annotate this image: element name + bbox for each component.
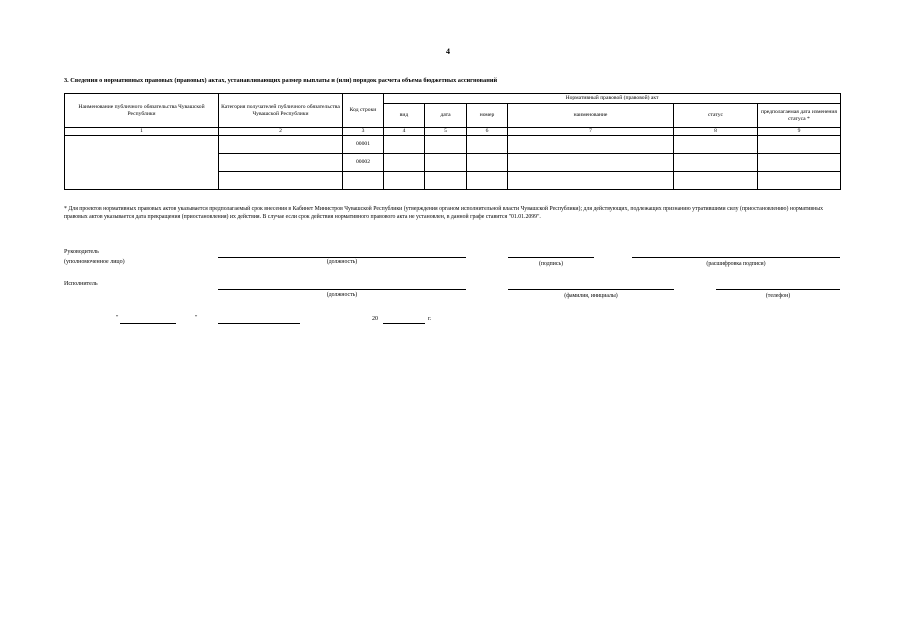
- row-code-cell: [343, 172, 384, 190]
- obligation-name-cell: [65, 136, 219, 190]
- header-code: Код строки: [343, 94, 384, 128]
- header-number: номер: [467, 104, 508, 128]
- head-signature-decode-line[interactable]: [632, 257, 840, 258]
- category-cell: [219, 154, 343, 172]
- head-label: Руководитель: [64, 249, 99, 255]
- date-month-line[interactable]: [218, 323, 300, 324]
- executor-name-line[interactable]: [508, 289, 674, 290]
- header-name: Наименование публичного обязательства Чувашской Республики: [65, 94, 219, 128]
- date-year-line[interactable]: [383, 323, 425, 324]
- column-numbers-row: [65, 128, 841, 136]
- executor-position-line[interactable]: [218, 289, 466, 290]
- category-cell: [219, 136, 343, 154]
- date-year-suffix: г.: [428, 316, 432, 322]
- footnote: * Для проектов нормативных правовых актов указывается предполагаемый срок внесения в Кабинет Министров Чувашской Республики (утверждения органом исполнительной власти Чувашской Республики); для действующих, подлежащих признанию утратившими силу (приостановлению) нормативных правовых актов указывается дата прекращения (приостановления) их действия. В случае если срок действия нормативного правового акта не установлен, в данной графе ставится "01.01.2099".: [64, 206, 824, 221]
- executor-label: Исполнитель: [64, 281, 98, 287]
- head-signature-caption: (подпись): [538, 261, 564, 267]
- date-open-quote: ": [116, 315, 119, 321]
- column-number: 4: [384, 128, 425, 136]
- header-status: статус: [674, 104, 758, 128]
- head-position-caption: (должность): [326, 259, 358, 265]
- column-number: 8: [674, 128, 758, 136]
- column-number: 1: [65, 128, 219, 136]
- column-number: 7: [508, 128, 674, 136]
- date-day-line[interactable]: [120, 323, 176, 324]
- table-row: [65, 136, 841, 154]
- category-cell: [219, 172, 343, 190]
- legal-acts-table: [64, 93, 841, 190]
- section-title: 3. Сведения о нормативных правовых (правовых) актах, устанавливающих размер выплаты и (или) порядок расчета объема бюджетных ассигнований: [64, 77, 498, 84]
- column-number: 5: [425, 128, 467, 136]
- date-year-prefix: 20: [372, 316, 378, 322]
- executor-phone-caption: (телефон): [765, 293, 791, 299]
- header-title: наименование: [508, 104, 674, 128]
- date-close-quote: ": [195, 315, 198, 321]
- header-date: дата: [425, 104, 467, 128]
- header-act-group: Нормативный правовой (правовой) акт: [384, 94, 841, 104]
- column-number: 6: [467, 128, 508, 136]
- page-number: 4: [446, 47, 450, 56]
- head-sublabel: (уполномоченное лицо): [64, 259, 125, 265]
- header-category: Категория получателей публичного обязательства Чувашской Республики: [219, 94, 343, 128]
- executor-position-caption: (должность): [326, 292, 358, 298]
- head-position-line[interactable]: [218, 257, 466, 258]
- head-signature-line[interactable]: [508, 257, 594, 258]
- column-number: 2: [219, 128, 343, 136]
- head-signature-decode-caption: (расшифровка подписи): [706, 261, 766, 267]
- header-type: вид: [384, 104, 425, 128]
- executor-phone-line[interactable]: [716, 289, 840, 290]
- row-code-cell: 00002: [343, 154, 384, 172]
- column-number: 3: [343, 128, 384, 136]
- row-code-cell: 00001: [343, 136, 384, 154]
- header-change-date: предполагаемая дата изменения статуса *: [758, 104, 841, 128]
- executor-name-caption: (фамилия, инициалы): [564, 293, 618, 299]
- column-number: 9: [758, 128, 841, 136]
